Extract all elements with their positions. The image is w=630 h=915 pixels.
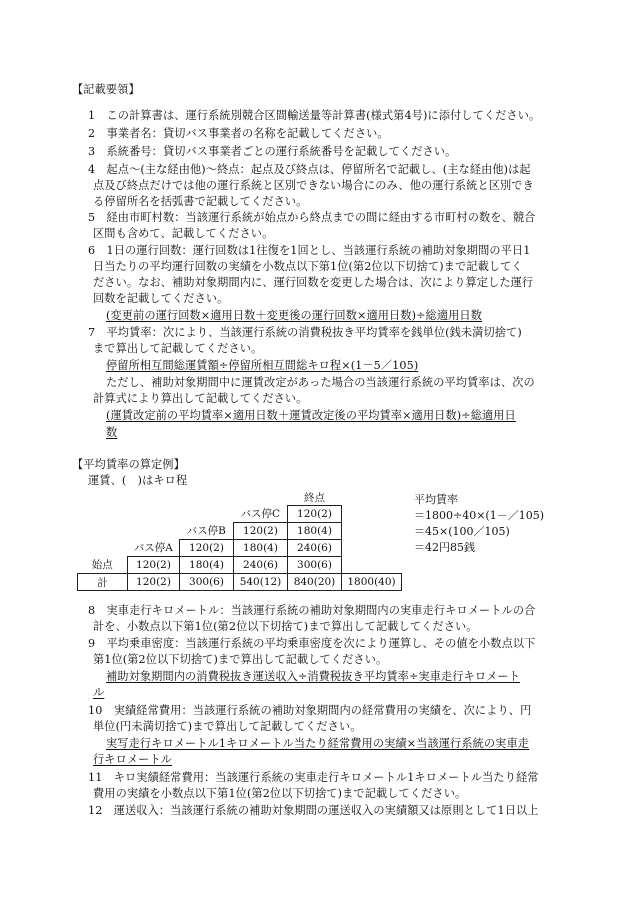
item-10-formula: 行キロメートル (93, 753, 173, 766)
table-row (78, 506, 402, 523)
table-cell: 120(2) (128, 557, 180, 574)
item-10-formula: 実写走行キロメートル1キロメートル当たり経常費用の実績×当該運行系統の実車走 (106, 737, 530, 750)
table-cell: 終点 (304, 491, 325, 504)
item-7-line: ただし、補助対象期間中に運賃改定があった場合の当該運行系統の平均賃率は、次の (106, 376, 535, 389)
item-10-line: 単位(円未満切捨て)まで算出して記載してください。 (93, 720, 362, 733)
item-7-line: まで算出して記載してください。 (93, 342, 263, 355)
table-cell: 180(4) (234, 540, 288, 557)
item-7-line: 7 平均賃率：次により、当該運行系統の消費税抜き平均賃率を銭単位(銭未満切捨て) (88, 326, 522, 339)
table-cell: 240(6) (288, 540, 342, 557)
item-7-formula: 数 (106, 426, 118, 439)
item-8-line: 8 実車走行キロメートル：当該運行系統の補助対象期間内の実車走行キロメートルの合 (88, 604, 536, 617)
item-10-line: 10 実績経常費用：当該運行系統の補助対象期間内の経常費用の実績を、次により、円 (88, 704, 532, 717)
table-cell: バス停B (186, 525, 226, 538)
item-11-line: 11 キロ実績経常費用：当該運行系統の実車走行キロメートル1キロメートル当たり経常 (88, 771, 539, 784)
item-9-formula: 補助対象期間内の消費税抜き運送収入÷消費税抜き平均賃率÷実車走行キロメート (106, 670, 521, 683)
table-cell: 180(4) (180, 557, 234, 574)
item-5-line: 区間も含めて、記載してください。 (93, 227, 274, 240)
item-6-formula: (変更前の運行回数×適用日数＋変更後の運行回数×適用日数)÷総適用日数 (106, 309, 482, 322)
item-11-line: 費用の実績を小数点以下第1位(第2位以下切捨て)まで記載してください。 (93, 787, 467, 800)
item-5-line: 5 経由市町村数：当該運行系統が始点から終点までの間に経由する市町村の数を、競合 (88, 211, 536, 224)
item-6-line: ださい。なお、補助対象期間内に、運行回数を変更した場合は、次により算定した運行 (93, 276, 534, 289)
table-row (78, 574, 402, 591)
table-cell: 始点 (91, 559, 113, 572)
table-cell: 180(4) (288, 523, 342, 540)
result-line: ＝42円85銭 (414, 541, 475, 554)
item-7-formula: 停留所相互間総運賃額÷停留所相互間総キロ程×(1－5／105) (106, 359, 419, 372)
table-cell: 120(2) (128, 574, 180, 591)
table-row (78, 489, 402, 506)
table-row (78, 540, 402, 557)
table-cell: 840(20) (288, 574, 342, 591)
item-9-formula: ル (93, 686, 105, 699)
item-7-line: 計算式により算出して記載してください。 (93, 392, 308, 405)
item-9-line: 9 平均乗車密度：当該運行系統の平均乗車密度を次により運算し、その値を小数点以下 (88, 637, 536, 650)
table-cell: 計 (78, 574, 128, 591)
table-cell: 120(2) (288, 506, 342, 523)
table-row (78, 523, 402, 540)
item-1-line: 1 この計算書は、運行系統別競合区間輸送量等計算書(様式第4号)に添付してください。 (88, 109, 541, 122)
table-cell: 120(2) (234, 523, 288, 540)
requirements-heading: 【記載要領】 (72, 83, 140, 96)
item-7-formula: (運賃改定前の平均賃率×適用日数＋運賃改定後の平均賃率×適用日数)÷総適用日 (106, 409, 516, 422)
result-label: 平均賃率 (414, 493, 458, 506)
item-4-line: 点及び終点だけでは他の運行系統と区別できない場合にのみ、他の運行系統と区別でき (93, 179, 534, 192)
item-2-line: 2 事業者名：貸切バス事業者の名称を記載してください。 (88, 127, 389, 140)
item-3-line: 3 系統番号：貸切バス事業者ごとの運行系統番号を記載してください。 (88, 145, 457, 158)
table-cell: 120(2) (180, 540, 234, 557)
example-note: 運賃、( )はキロ程 (88, 474, 188, 487)
table-cell: 300(6) (288, 557, 342, 574)
example-heading: 【平均賃率の算定例】 (72, 458, 185, 471)
table-cell: 540(12) (234, 574, 288, 591)
item-8-line: 計を、小数点以下第1位(第2位以下切捨て)まで算出して記載してください。 (93, 620, 478, 633)
item-9-line: 第1位(第2位以下切捨て)まで算出して記載してください。 (93, 653, 388, 666)
result-line: ＝45×(100／105) (414, 525, 510, 538)
item-4-line: る停留所名を括弧書で記載してください。 (93, 195, 308, 208)
item-6-line: 回数を記載してください。 (93, 292, 229, 305)
item-6-line: 6 1日の運行回数：運行回数は1往復を1回とし、当該運行系統の補助対象期間の平日1 (88, 244, 531, 257)
table-row (78, 557, 402, 574)
result-line: ＝1800÷40×(1－／105) (414, 509, 545, 522)
table-cell: バス停C (240, 508, 281, 521)
item-6-line: 日当たりの平均運行回数の実績を小数点以下第1位(第2位以下切捨て)まで記載してく (93, 260, 523, 273)
table-cell: 300(6) (180, 574, 234, 591)
table-cell: 240(6) (234, 557, 288, 574)
item-4-line: 4 起点～(主な経由他)～終点：起点及び終点は、停留所名で記載し、(主な経由他)は起 (88, 163, 531, 176)
item-12-line: 12 運送収入：当該運行系統の補助対象期間の運送収入の実績額又は原則として1日以上 (88, 804, 539, 817)
table-cell: 1800(40) (342, 574, 402, 591)
fare-table (77, 489, 402, 591)
table-cell: バス停A (133, 542, 173, 555)
